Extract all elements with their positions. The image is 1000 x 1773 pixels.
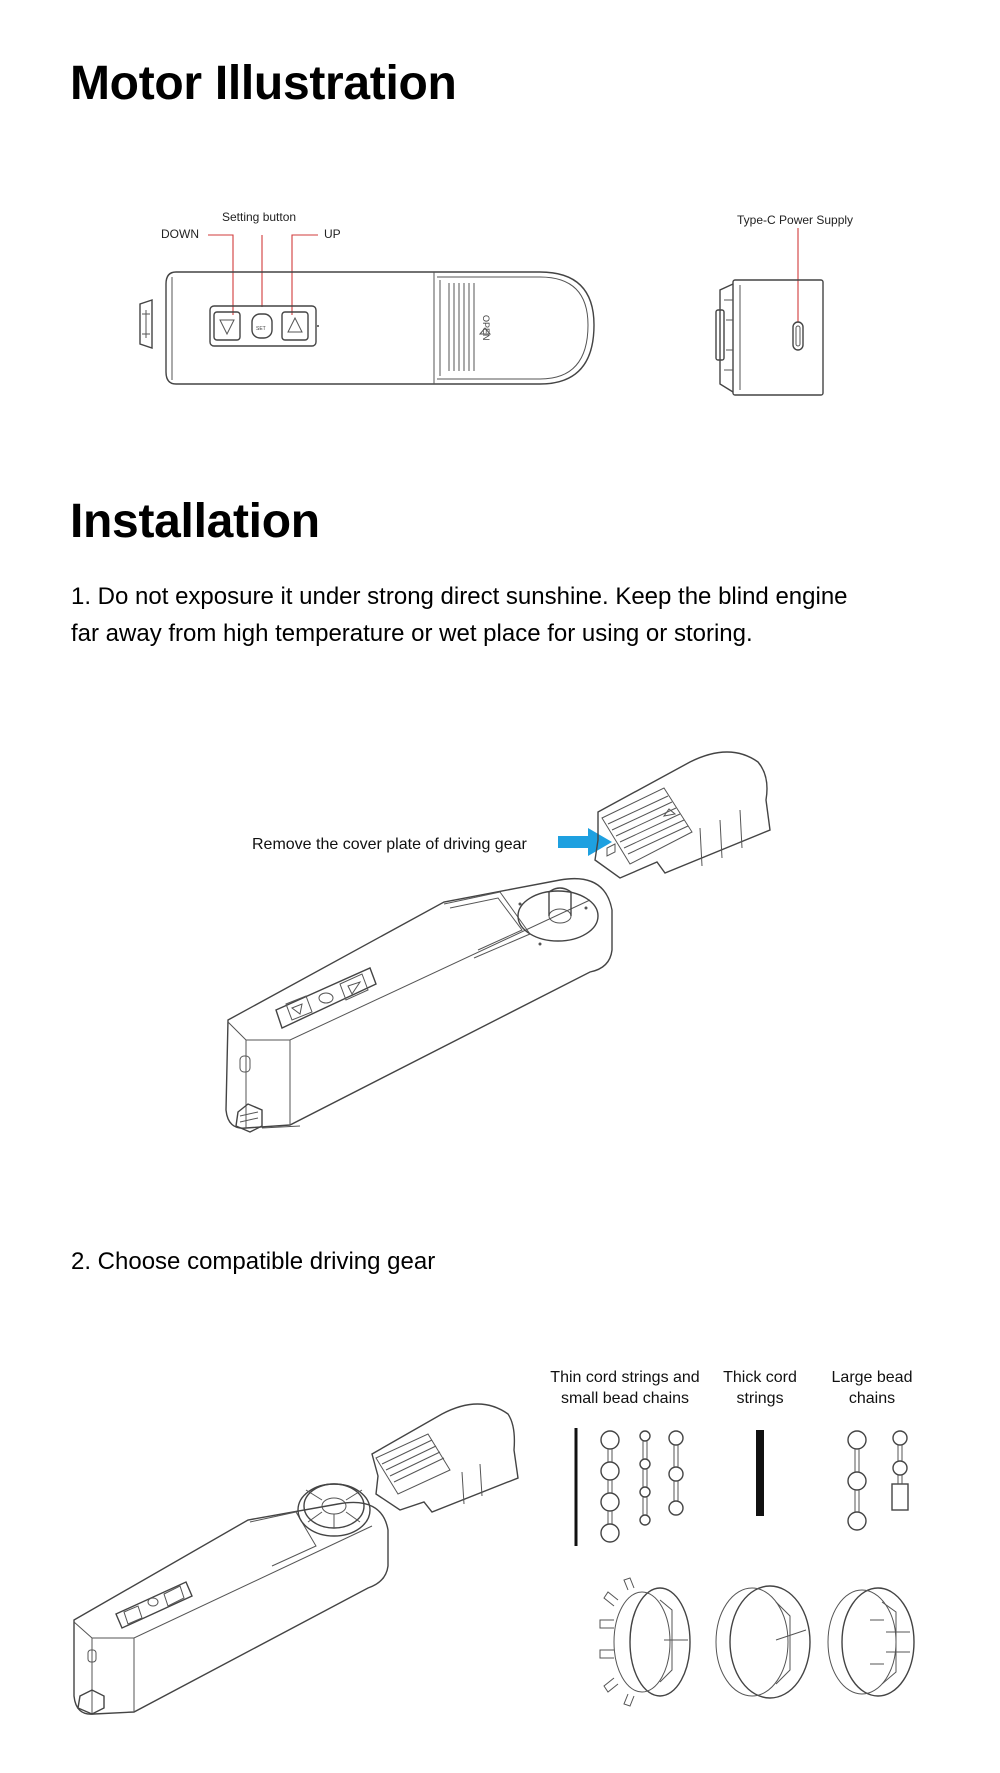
gear-thin-cord <box>600 1578 690 1706</box>
gear-thick-cord <box>716 1586 810 1698</box>
remove-cover-caption: Remove the cover plate of driving gear <box>252 836 527 853</box>
set-glyph: SET <box>256 326 266 332</box>
up-label: UP <box>324 227 341 241</box>
gear-type-large-line2: chains <box>848 1390 896 1407</box>
gear-type-thick-line1: Thick cord <box>723 1369 797 1386</box>
gear-type-thin-line2: small bead chains <box>560 1390 690 1407</box>
gear-large-bead <box>828 1588 914 1696</box>
gear-type-thick-line2: strings <box>736 1390 784 1407</box>
gear-type-thin-line1: Thin cord strings and <box>550 1369 700 1386</box>
down-label: DOWN <box>161 227 199 241</box>
motor-illustration-title: Motor Illustration <box>70 57 457 110</box>
step1-line1: 1. Do not exposure it under strong direct sunshine. Keep the blind engine <box>71 583 848 610</box>
open-glyph: OPEN <box>481 315 491 341</box>
gear-type-large-line1: Large bead <box>831 1369 913 1386</box>
installation-title: Installation <box>70 495 320 548</box>
setting-button-label: Setting button <box>222 210 297 224</box>
step2-text: 2. Choose compatible driving gear <box>71 1248 436 1275</box>
step1-line2: far away from high temperature or wet place for using or storing. <box>71 620 753 647</box>
type-c-power-supply-label: Type-C Power Supply <box>737 213 854 227</box>
